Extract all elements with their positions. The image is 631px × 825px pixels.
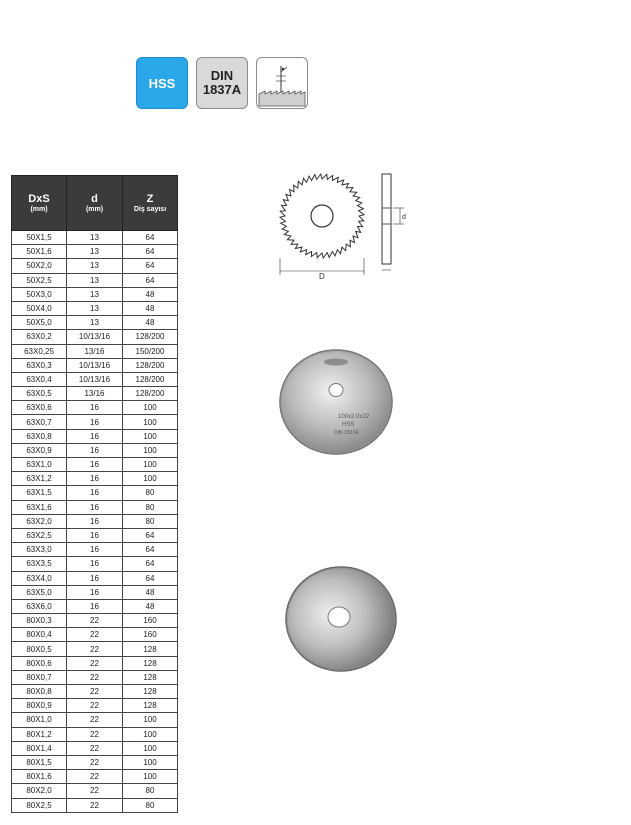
cell-d: 13 <box>67 301 123 315</box>
cell-dxs: 80X1,2 <box>12 727 67 741</box>
dim-big-d: D <box>319 272 325 280</box>
cell-d: 22 <box>67 656 123 670</box>
cell-z: 128 <box>123 656 178 670</box>
cell-z: 128/200 <box>123 330 178 344</box>
cell-d: 13 <box>67 316 123 330</box>
cell-z: 64 <box>123 557 178 571</box>
cell-z: 160 <box>123 614 178 628</box>
table-row <box>12 486 178 500</box>
cell-dxs: 80X1,4 <box>12 741 67 755</box>
cell-d: 22 <box>67 699 123 713</box>
table-row <box>12 727 178 741</box>
header-z: Z Diş sayısı <box>123 176 178 231</box>
cell-d: 16 <box>67 443 123 457</box>
cell-dxs: 63X0,4 <box>12 372 67 386</box>
cell-d: 22 <box>67 642 123 656</box>
cell-z: 100 <box>123 770 178 784</box>
cell-d: 22 <box>67 670 123 684</box>
cell-dxs: 63X0,6 <box>12 401 67 415</box>
cell-z: 48 <box>123 599 178 613</box>
cell-z: 100 <box>123 443 178 457</box>
cell-dxs: 63X0,2 <box>12 330 67 344</box>
table-row <box>12 387 178 401</box>
cell-z: 100 <box>123 401 178 415</box>
table-row <box>12 585 178 599</box>
cell-dxs: 50X1,6 <box>12 245 67 259</box>
cell-d: 13/16 <box>67 387 123 401</box>
cell-d: 16 <box>67 429 123 443</box>
table-row <box>12 628 178 642</box>
cell-d: 16 <box>67 401 123 415</box>
cell-z: 80 <box>123 486 178 500</box>
table-row <box>12 358 178 372</box>
cell-d: 16 <box>67 528 123 542</box>
cell-z: 128 <box>123 642 178 656</box>
table-row <box>12 755 178 769</box>
cell-dxs: 63X0,9 <box>12 443 67 457</box>
cell-z: 80 <box>123 514 178 528</box>
table-row <box>12 259 178 273</box>
cell-z: 64 <box>123 528 178 542</box>
cell-z: 100 <box>123 429 178 443</box>
table-row <box>12 316 178 330</box>
cell-dxs: 63X3,0 <box>12 543 67 557</box>
cell-d: 16 <box>67 514 123 528</box>
table-row <box>12 798 178 812</box>
cell-dxs: 63X1,6 <box>12 500 67 514</box>
cell-z: 100 <box>123 727 178 741</box>
cell-d: 10/13/16 <box>67 358 123 372</box>
table-row <box>12 231 178 245</box>
blade-drawing <box>272 172 422 285</box>
cell-d: 10/13/16 <box>67 330 123 344</box>
cell-dxs: 63X0,3 <box>12 358 67 372</box>
table-row <box>12 429 178 443</box>
cell-d: 13 <box>67 245 123 259</box>
cell-dxs: 63X0,25 <box>12 344 67 358</box>
spec-table <box>11 175 178 813</box>
table-row <box>12 528 178 542</box>
cell-z: 64 <box>123 543 178 557</box>
cell-z: 100 <box>123 458 178 472</box>
cell-dxs: 80X0,8 <box>12 685 67 699</box>
standards-badges <box>136 57 308 109</box>
cell-d: 16 <box>67 557 123 571</box>
cell-z: 64 <box>123 259 178 273</box>
cell-z: 80 <box>123 784 178 798</box>
cell-d: 16 <box>67 571 123 585</box>
table-row <box>12 713 178 727</box>
blade-photo-labeled <box>278 348 394 461</box>
cell-dxs: 80X0,3 <box>12 614 67 628</box>
cell-dxs: 80X0,6 <box>12 656 67 670</box>
cell-dxs: 63X2,0 <box>12 514 67 528</box>
cell-dxs: 50X1,5 <box>12 231 67 245</box>
cell-z: 64 <box>123 231 178 245</box>
cell-z: 80 <box>123 500 178 514</box>
table-row <box>12 273 178 287</box>
table-row <box>12 330 178 344</box>
cell-d: 16 <box>67 458 123 472</box>
cell-z: 48 <box>123 287 178 301</box>
cell-z: 128 <box>123 699 178 713</box>
cell-z: 128/200 <box>123 387 178 401</box>
cell-d: 16 <box>67 585 123 599</box>
cell-d: 22 <box>67 614 123 628</box>
cell-z: 128 <box>123 670 178 684</box>
cell-dxs: 63X0,7 <box>12 415 67 429</box>
cell-d: 22 <box>67 741 123 755</box>
header-dxs: DxS (mm) <box>12 176 67 231</box>
cell-dxs: 80X0,9 <box>12 699 67 713</box>
cell-d: 16 <box>67 472 123 486</box>
cell-d: 22 <box>67 784 123 798</box>
cell-d: 16 <box>67 486 123 500</box>
table-row <box>12 642 178 656</box>
cell-dxs: 80X0,5 <box>12 642 67 656</box>
cell-dxs: 63X3,5 <box>12 557 67 571</box>
cell-d: 22 <box>67 798 123 812</box>
photo-label-line-3: DIN 1837A <box>334 430 359 436</box>
table-row <box>12 301 178 315</box>
cell-d: 10/13/16 <box>67 372 123 386</box>
cell-z: 48 <box>123 585 178 599</box>
table-row <box>12 770 178 784</box>
table-row <box>12 670 178 684</box>
cell-dxs: 63X0,8 <box>12 429 67 443</box>
cell-d: 13/16 <box>67 344 123 358</box>
table-row <box>12 372 178 386</box>
cell-z: 160 <box>123 628 178 642</box>
cell-d: 22 <box>67 755 123 769</box>
cell-z: 64 <box>123 245 178 259</box>
table-row <box>12 571 178 585</box>
cell-dxs: 63X1,0 <box>12 458 67 472</box>
cell-dxs: 50X3,0 <box>12 287 67 301</box>
cell-dxs: 80X1,0 <box>12 713 67 727</box>
cell-d: 22 <box>67 713 123 727</box>
cell-dxs: 63X2,5 <box>12 528 67 542</box>
cell-d: 13 <box>67 287 123 301</box>
table-row <box>12 344 178 358</box>
table-row <box>12 685 178 699</box>
cell-d: 16 <box>67 599 123 613</box>
cell-dxs: 63X6,0 <box>12 599 67 613</box>
cell-z: 80 <box>123 798 178 812</box>
table-row <box>12 415 178 429</box>
table-row <box>12 443 178 457</box>
cell-z: 128 <box>123 685 178 699</box>
table-row <box>12 245 178 259</box>
cell-z: 128/200 <box>123 358 178 372</box>
cell-d: 22 <box>67 685 123 699</box>
cell-dxs: 80X2,0 <box>12 784 67 798</box>
table-row <box>12 514 178 528</box>
cell-dxs: 80X2,5 <box>12 798 67 812</box>
cell-dxs: 63X1,2 <box>12 472 67 486</box>
cell-z: 64 <box>123 273 178 287</box>
cell-z: 128/200 <box>123 372 178 386</box>
hss-badge: HSS <box>136 57 188 109</box>
cell-dxs: 80X1,6 <box>12 770 67 784</box>
cell-d: 13 <box>67 231 123 245</box>
cell-d: 16 <box>67 543 123 557</box>
cell-dxs: 63X4,0 <box>12 571 67 585</box>
table-row <box>12 699 178 713</box>
blade-photo-plain <box>284 565 398 678</box>
cell-d: 22 <box>67 628 123 642</box>
table-row <box>12 472 178 486</box>
cell-d: 22 <box>67 770 123 784</box>
cell-dxs: 80X1,5 <box>12 755 67 769</box>
table-header-row <box>12 176 178 231</box>
cell-z: 100 <box>123 741 178 755</box>
cell-dxs: 80X0,7 <box>12 670 67 684</box>
table-row <box>12 741 178 755</box>
cell-d: 16 <box>67 500 123 514</box>
table-row <box>12 614 178 628</box>
saw-profile-icon <box>256 57 308 109</box>
blade-side-view <box>382 174 391 264</box>
table-row <box>12 458 178 472</box>
maker-logo <box>324 359 348 366</box>
cell-dxs: 50X2,5 <box>12 273 67 287</box>
cell-z: 150/200 <box>123 344 178 358</box>
din-badge: DIN 1837A <box>196 57 248 109</box>
cell-dxs: 63X5,0 <box>12 585 67 599</box>
table-row <box>12 557 178 571</box>
cell-dxs: 63X0,5 <box>12 387 67 401</box>
cell-d: 16 <box>67 415 123 429</box>
dim-small-d: d <box>402 214 406 221</box>
cell-z: 48 <box>123 316 178 330</box>
cell-dxs: 63X1,5 <box>12 486 67 500</box>
table-row <box>12 656 178 670</box>
cell-dxs: 50X2,0 <box>12 259 67 273</box>
cell-d: 13 <box>67 273 123 287</box>
cell-z: 100 <box>123 472 178 486</box>
bore-hole <box>311 205 333 227</box>
photo-label-line-2: HSS <box>342 422 355 428</box>
table-row <box>12 543 178 557</box>
cell-z: 100 <box>123 415 178 429</box>
table-row <box>12 401 178 415</box>
header-d: d (mm) <box>67 176 123 231</box>
table-body <box>12 231 178 813</box>
cell-d: 13 <box>67 259 123 273</box>
cell-z: 100 <box>123 755 178 769</box>
table-row <box>12 500 178 514</box>
cell-dxs: 50X5,0 <box>12 316 67 330</box>
table-row <box>12 784 178 798</box>
table-row <box>12 599 178 613</box>
cell-z: 64 <box>123 571 178 585</box>
table-row <box>12 287 178 301</box>
cell-dxs: 80X0,4 <box>12 628 67 642</box>
cell-dxs: 50X4,0 <box>12 301 67 315</box>
photo-label-line-1: 100x2,0x22 <box>338 414 370 420</box>
cell-z: 48 <box>123 301 178 315</box>
cell-z: 100 <box>123 713 178 727</box>
cell-d: 22 <box>67 727 123 741</box>
